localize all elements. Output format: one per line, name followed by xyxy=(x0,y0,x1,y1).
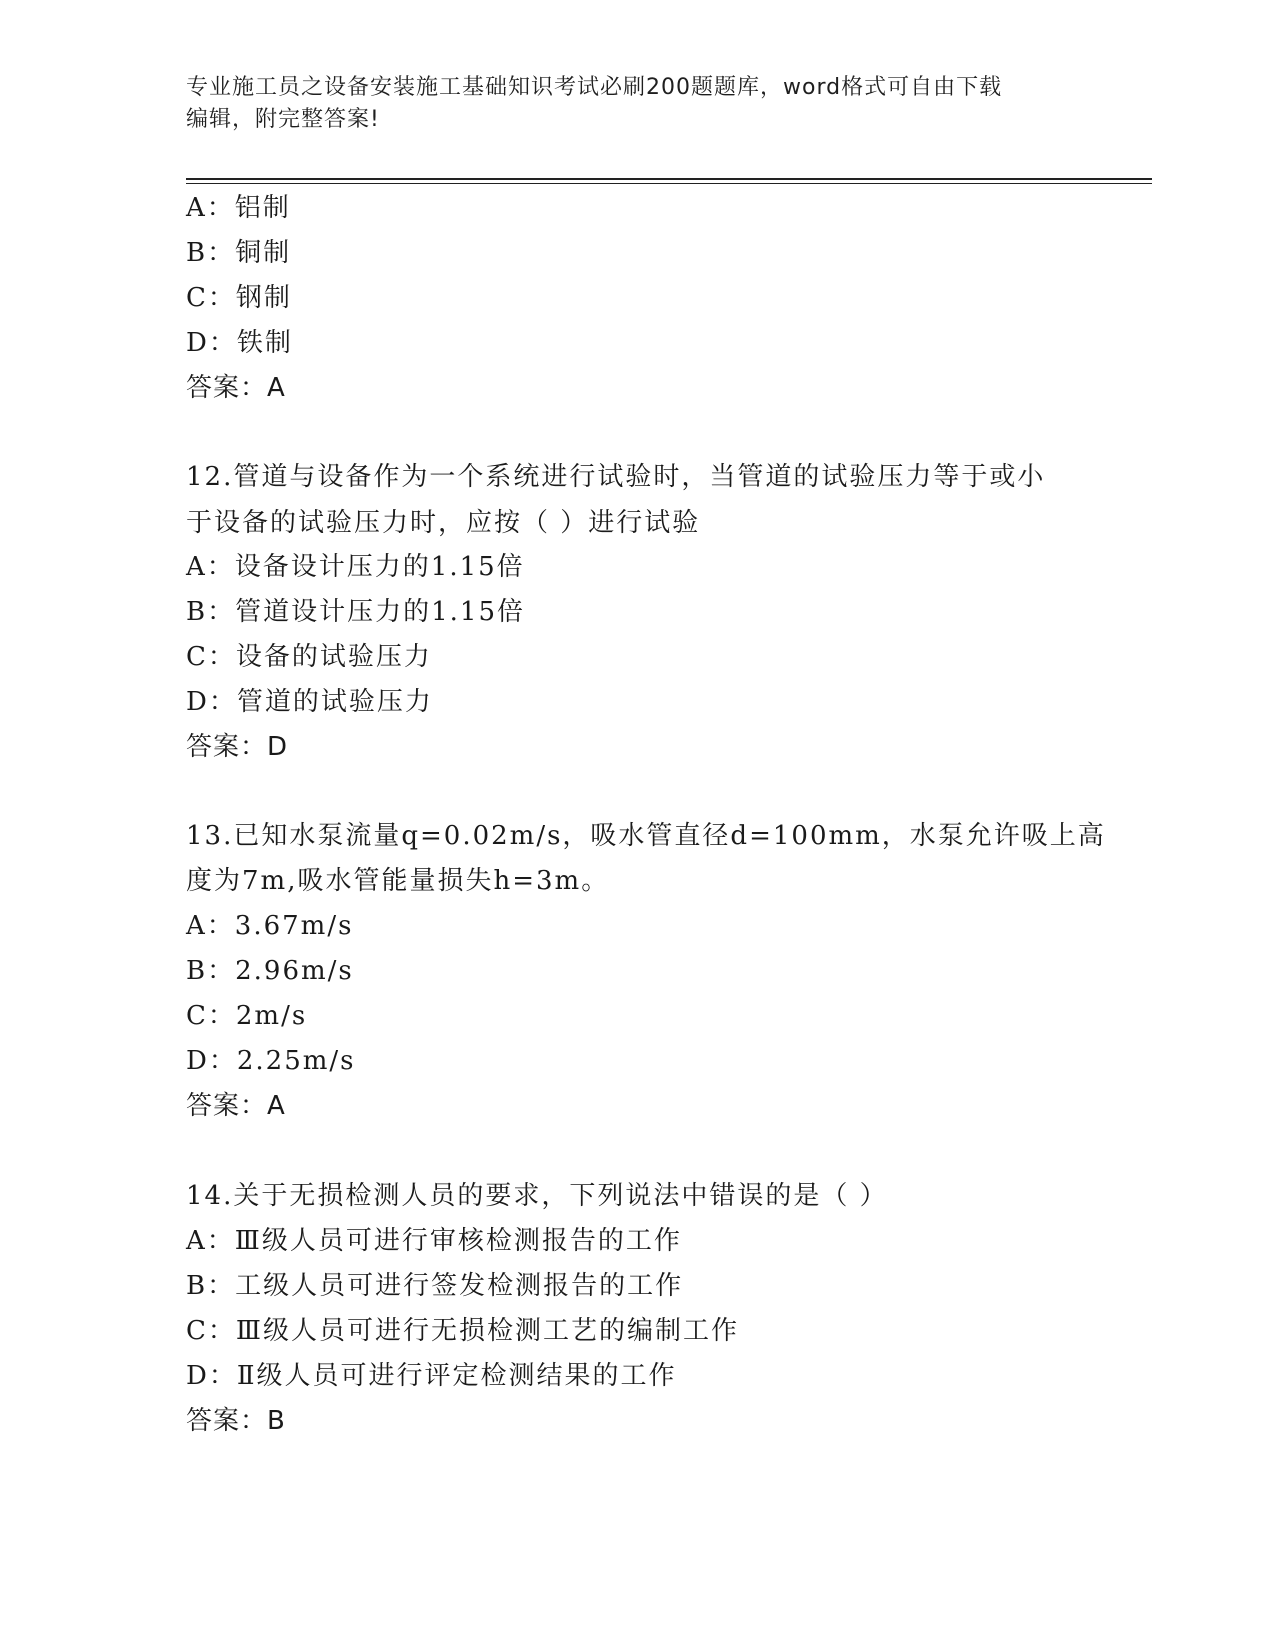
answer-line: 答案：A xyxy=(186,1091,286,1121)
header-divider-thin xyxy=(186,183,1152,184)
question-stem-line-1: 12.管道与设备作为一个系统进行试验时，当管道的试验压力等于或小 xyxy=(186,462,1046,492)
question-stem-line-2: 度为7m,吸水管能量损失h=3m。 xyxy=(186,866,610,896)
option-b: B：工级人员可进行签发检测报告的工作 xyxy=(186,1271,684,1301)
option-c: C：钢制 xyxy=(186,283,292,313)
option-d: D：Ⅱ级人员可进行评定检测结果的工作 xyxy=(186,1361,677,1391)
answer-line: 答案：B xyxy=(186,1406,286,1436)
option-d: D：管道的试验压力 xyxy=(186,687,433,717)
option-d: D：铁制 xyxy=(186,328,293,358)
option-a: A：设备设计压力的1.15倍 xyxy=(186,552,525,582)
option-c: C：Ⅲ级人员可进行无损检测工艺的编制工作 xyxy=(186,1316,739,1346)
question-stem-line-2: 于设备的试验压力时，应按（ ）进行试验 xyxy=(186,508,701,538)
header-line-1: 专业施工员之设备安装施工基础知识考试必刷200题题库，word格式可自由下载 xyxy=(186,75,1003,100)
option-a: A：Ⅲ级人员可进行审核检测报告的工作 xyxy=(186,1226,682,1256)
option-a: A：3.67m/s xyxy=(186,911,354,941)
question-stem-line-1: 13.已知水泵流量q=0.02m/s，吸水管直径d=100mm，水泵允许吸上高 xyxy=(186,821,1106,851)
answer-line: 答案：A xyxy=(186,373,286,403)
option-b: B：管道设计压力的1.15倍 xyxy=(186,597,525,627)
option-a: A：铝制 xyxy=(186,193,291,223)
option-c: C：2m/s xyxy=(186,1001,308,1031)
option-b: B：铜制 xyxy=(186,238,292,268)
header-line-2: 编辑，附完整答案! xyxy=(186,107,380,132)
document-header xyxy=(186,72,1066,136)
option-c: C：设备的试验压力 xyxy=(186,642,432,672)
answer-line: 答案：D xyxy=(186,732,289,762)
option-d: D：2.25m/s xyxy=(186,1046,356,1076)
option-b: B：2.96m/s xyxy=(186,956,354,986)
question-stem-line-1: 14.关于无损检测人员的要求，下列说法中错误的是（ ） xyxy=(186,1181,888,1211)
header-divider-thick xyxy=(186,178,1152,180)
